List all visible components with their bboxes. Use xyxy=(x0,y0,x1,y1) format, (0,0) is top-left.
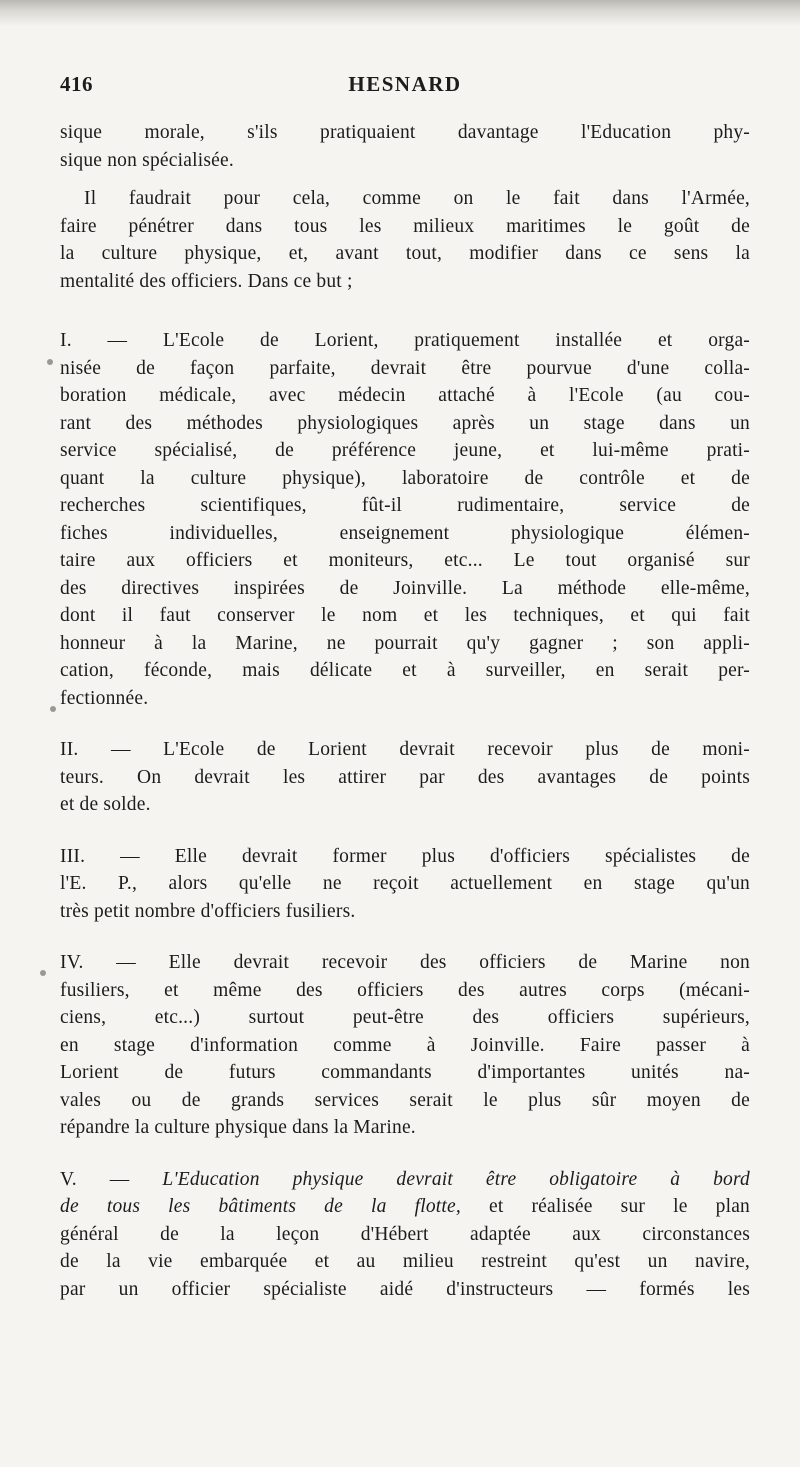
text-line: boration médicale, avec médecin attaché à l'Ecole (au cou- xyxy=(60,385,750,406)
italic-emphasis: L'Education physique devrait être obligatoire à bord xyxy=(162,1168,750,1190)
paragraph-intro xyxy=(60,185,750,295)
text-line: IV. — Elle devrait recevoir des officiers de Marine non xyxy=(60,952,750,973)
text-line: recherches scientifiques, fût-il rudimentaire, service de xyxy=(60,495,750,516)
scan-edge-shadow xyxy=(0,0,800,26)
page-header xyxy=(60,72,750,106)
text-line: rant des méthodes physiologiques après un stage dans un xyxy=(60,412,750,434)
scan-speck xyxy=(50,706,56,712)
text-line: vales ou de grands services serait le plus sûr moyen de xyxy=(60,1089,750,1111)
text-line: quant la culture physique), laboratoire de contrôle et de xyxy=(60,467,750,489)
scan-speck xyxy=(47,359,53,365)
page-number: 416 xyxy=(60,72,93,96)
text-line: fusiliers, et même des officiers des autres corps (mécani- xyxy=(60,979,750,1001)
text-line: ciens, etc...) surtout peut-être des officiers supérieurs, xyxy=(60,1007,750,1028)
scan-speck xyxy=(40,970,46,976)
text-line: teurs. On devrait les attirer par des avantages de points xyxy=(60,766,750,788)
paragraph-item-5 xyxy=(60,1166,750,1304)
text-line: par un officier spécialiste aidé d'instructeurs — formés les xyxy=(60,1278,750,1300)
text-line: Il faudrait pour cela, comme on le fait dans l'Armée, xyxy=(84,188,750,209)
body-text xyxy=(60,119,750,1303)
text-line xyxy=(60,1166,750,1194)
text-line: répandre la culture physique dans la Marine. xyxy=(60,1117,416,1138)
text-line: l'E. P., alors qu'elle ne reçoit actuellement en stage qu'un xyxy=(60,873,750,894)
text-line: Lorient de futurs commandants d'importantes unités na- xyxy=(60,1062,750,1083)
text-fragment: et réalisée sur le plan xyxy=(460,1196,750,1217)
text-line: service spécialisé, de préférence jeune, et lui-même prati- xyxy=(60,440,750,461)
text-line: très petit nombre d'officiers fusiliers. xyxy=(60,900,356,922)
text-line: honneur à la Marine, ne pourrait qu'y gagner ; son appli- xyxy=(60,632,750,654)
text-line: général de la leçon d'Hébert adaptée aux circonstances xyxy=(60,1223,750,1245)
text-line: mentalité des officiers. Dans ce but ; xyxy=(60,270,353,292)
text-line: et de solde. xyxy=(60,794,151,815)
item-label: V. — xyxy=(60,1168,163,1190)
text-line: en stage d'information comme à Joinville. Faire passer à xyxy=(60,1034,750,1056)
text-line: des directives inspirées de Joinville. La méthode elle-même, xyxy=(60,577,750,599)
paragraph-item-3 xyxy=(60,843,750,926)
text-line: faire pénétrer dans tous les milieux maritimes le goût de xyxy=(60,215,750,237)
text-line: de la vie embarquée et au milieu restreint qu'est un navire, xyxy=(60,1251,750,1272)
text-line: cation, féconde, mais délicate et à surveiller, en serait per- xyxy=(60,660,750,681)
paragraph-item-4 xyxy=(60,949,750,1142)
italic-emphasis: de tous les bâtiments de la flotte, xyxy=(60,1196,461,1217)
text-line: fectionnée. xyxy=(60,687,149,709)
text-line: fiches individuelles, enseignement physiologique élémen- xyxy=(60,522,750,544)
paragraph-item-2 xyxy=(60,736,750,819)
text-line: sique non spécialisée. xyxy=(60,149,234,171)
text-line: la culture physique, et, avant tout, modifier dans ce sens la xyxy=(60,243,750,264)
text-line xyxy=(60,1193,750,1221)
paragraph-item-1 xyxy=(60,327,750,712)
text-line: I. — L'Ecole de Lorient, pratiquement installée et orga- xyxy=(60,330,750,351)
paragraph-continuation xyxy=(60,119,750,174)
text-line: II. — L'Ecole de Lorient devrait recevoir plus de moni- xyxy=(60,739,750,760)
text-line: sique morale, s'ils pratiquaient davantage l'Education phy- xyxy=(60,122,750,143)
text-line: III. — Elle devrait former plus d'officiers spécialistes de xyxy=(60,845,750,867)
running-head: HESNARD xyxy=(348,72,462,96)
text-line: taire aux officiers et moniteurs, etc... Le tout organisé sur xyxy=(60,550,750,571)
text-line: nisée de façon parfaite, devrait être pourvue d'une colla- xyxy=(60,357,750,379)
text-line: dont il faut conserver le nom et les techniques, et qui fait xyxy=(60,605,750,626)
